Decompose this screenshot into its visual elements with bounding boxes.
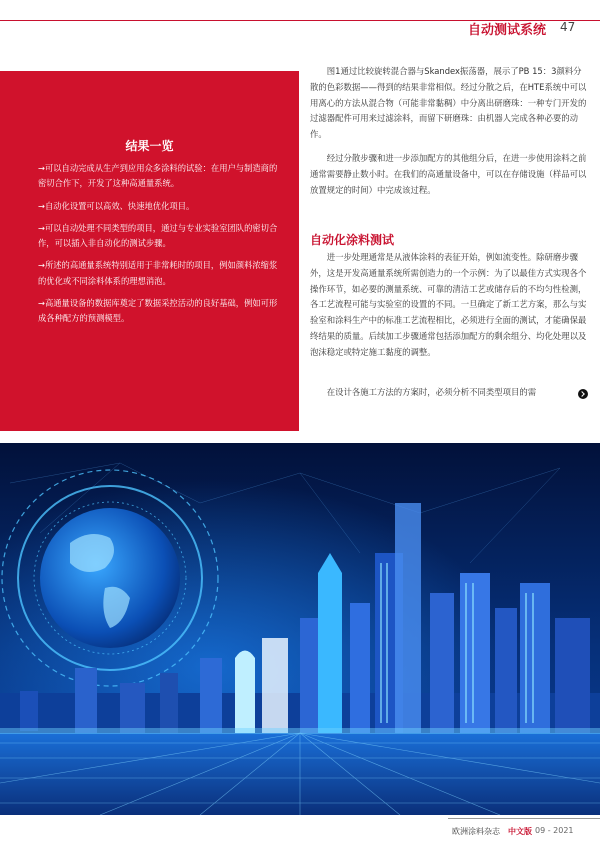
footer: [0, 818, 600, 849]
body-paragraph: 经过分散步骤和进一步添加配方的其他组分后，在进一步使用涂料之前通常需要静止数小时。在我们的高通量设备中，可以在存储设施（样品可以放置规定的时间）中完成该过程。: [310, 153, 587, 195]
summary-item: →所述的高通量系统特别适用于非常耗时的项目，例如颜料浓缩浆的优化或不同涂料体系的理想消泡。: [38, 260, 278, 286]
page-number: 47: [560, 20, 576, 34]
summary-title: 结果一览: [125, 139, 174, 153]
hero-image: [0, 443, 600, 815]
body-paragraph: 进一步处理通常是从液体涂料的表征开始，例如流变性。除研磨步骤外，这是开发高通量系统所需创造力的一个示例：为了以最佳方式实现各个操作环节，如必要的测量系统、可靠的清洁工艺或储存后的不均匀性检测，各工艺流程可能与实验室的设置的不同。一旦确定了新工艺方案，那么与实验室和涂料生产中的标准工艺流程相比，必须进行全面的测试，才能确保最终结果的质量。后续加工步骤通常包括添加配方的剩余组分、均化处理以及泡沫稳定或特定施工黏度的调整。: [310, 252, 587, 357]
subheading: 自动化涂料测试: [310, 233, 395, 247]
footer-rule: [448, 818, 600, 819]
summary-item: →高通量设备的数据库奠定了数据采控活动的良好基础，例如可形成各种配方的预测模型。: [38, 298, 278, 324]
body-paragraph: 图1通过比较旋转混合器与Skandex振荡器，展示了PB 15：3颜料分散的色彩数据——得到的结果非常相似。经过分散之后，在HTE系统中可以用离心的方法从混合物（可能非常黏稠）中分离出研磨珠：一种专门开发的过滤器配件可用来过滤涂料，而留下研磨珠：由机器人完成各种必要的动作。: [310, 66, 587, 140]
summary-item: →自动化设置可以高效、快速地优化项目。: [38, 200, 195, 211]
summary-list: [38, 161, 283, 334]
summary-item: →可以自动处理不同类型的项目，通过与专业实验室团队的密切合作，可以插入非自动化的测试步骤。: [38, 222, 278, 249]
continue-arrow-icon[interactable]: [578, 389, 588, 399]
section-title: 自动测试系统: [468, 23, 547, 38]
summary-box: [0, 71, 299, 431]
footer-magazine: 欧洲涂料杂志: [452, 827, 500, 836]
body-paragraph: 在设计各施工方法的方案时，必须分析不同类型项目的需: [326, 387, 537, 397]
summary-item: →可以自动完成从生产到应用众多涂料的试验：在用户与制造商的密切合作下，开发了这种高通量系统。: [38, 163, 278, 189]
footer-date: 09 - 2021: [535, 826, 574, 835]
footer-edition: 中文版: [508, 827, 532, 836]
